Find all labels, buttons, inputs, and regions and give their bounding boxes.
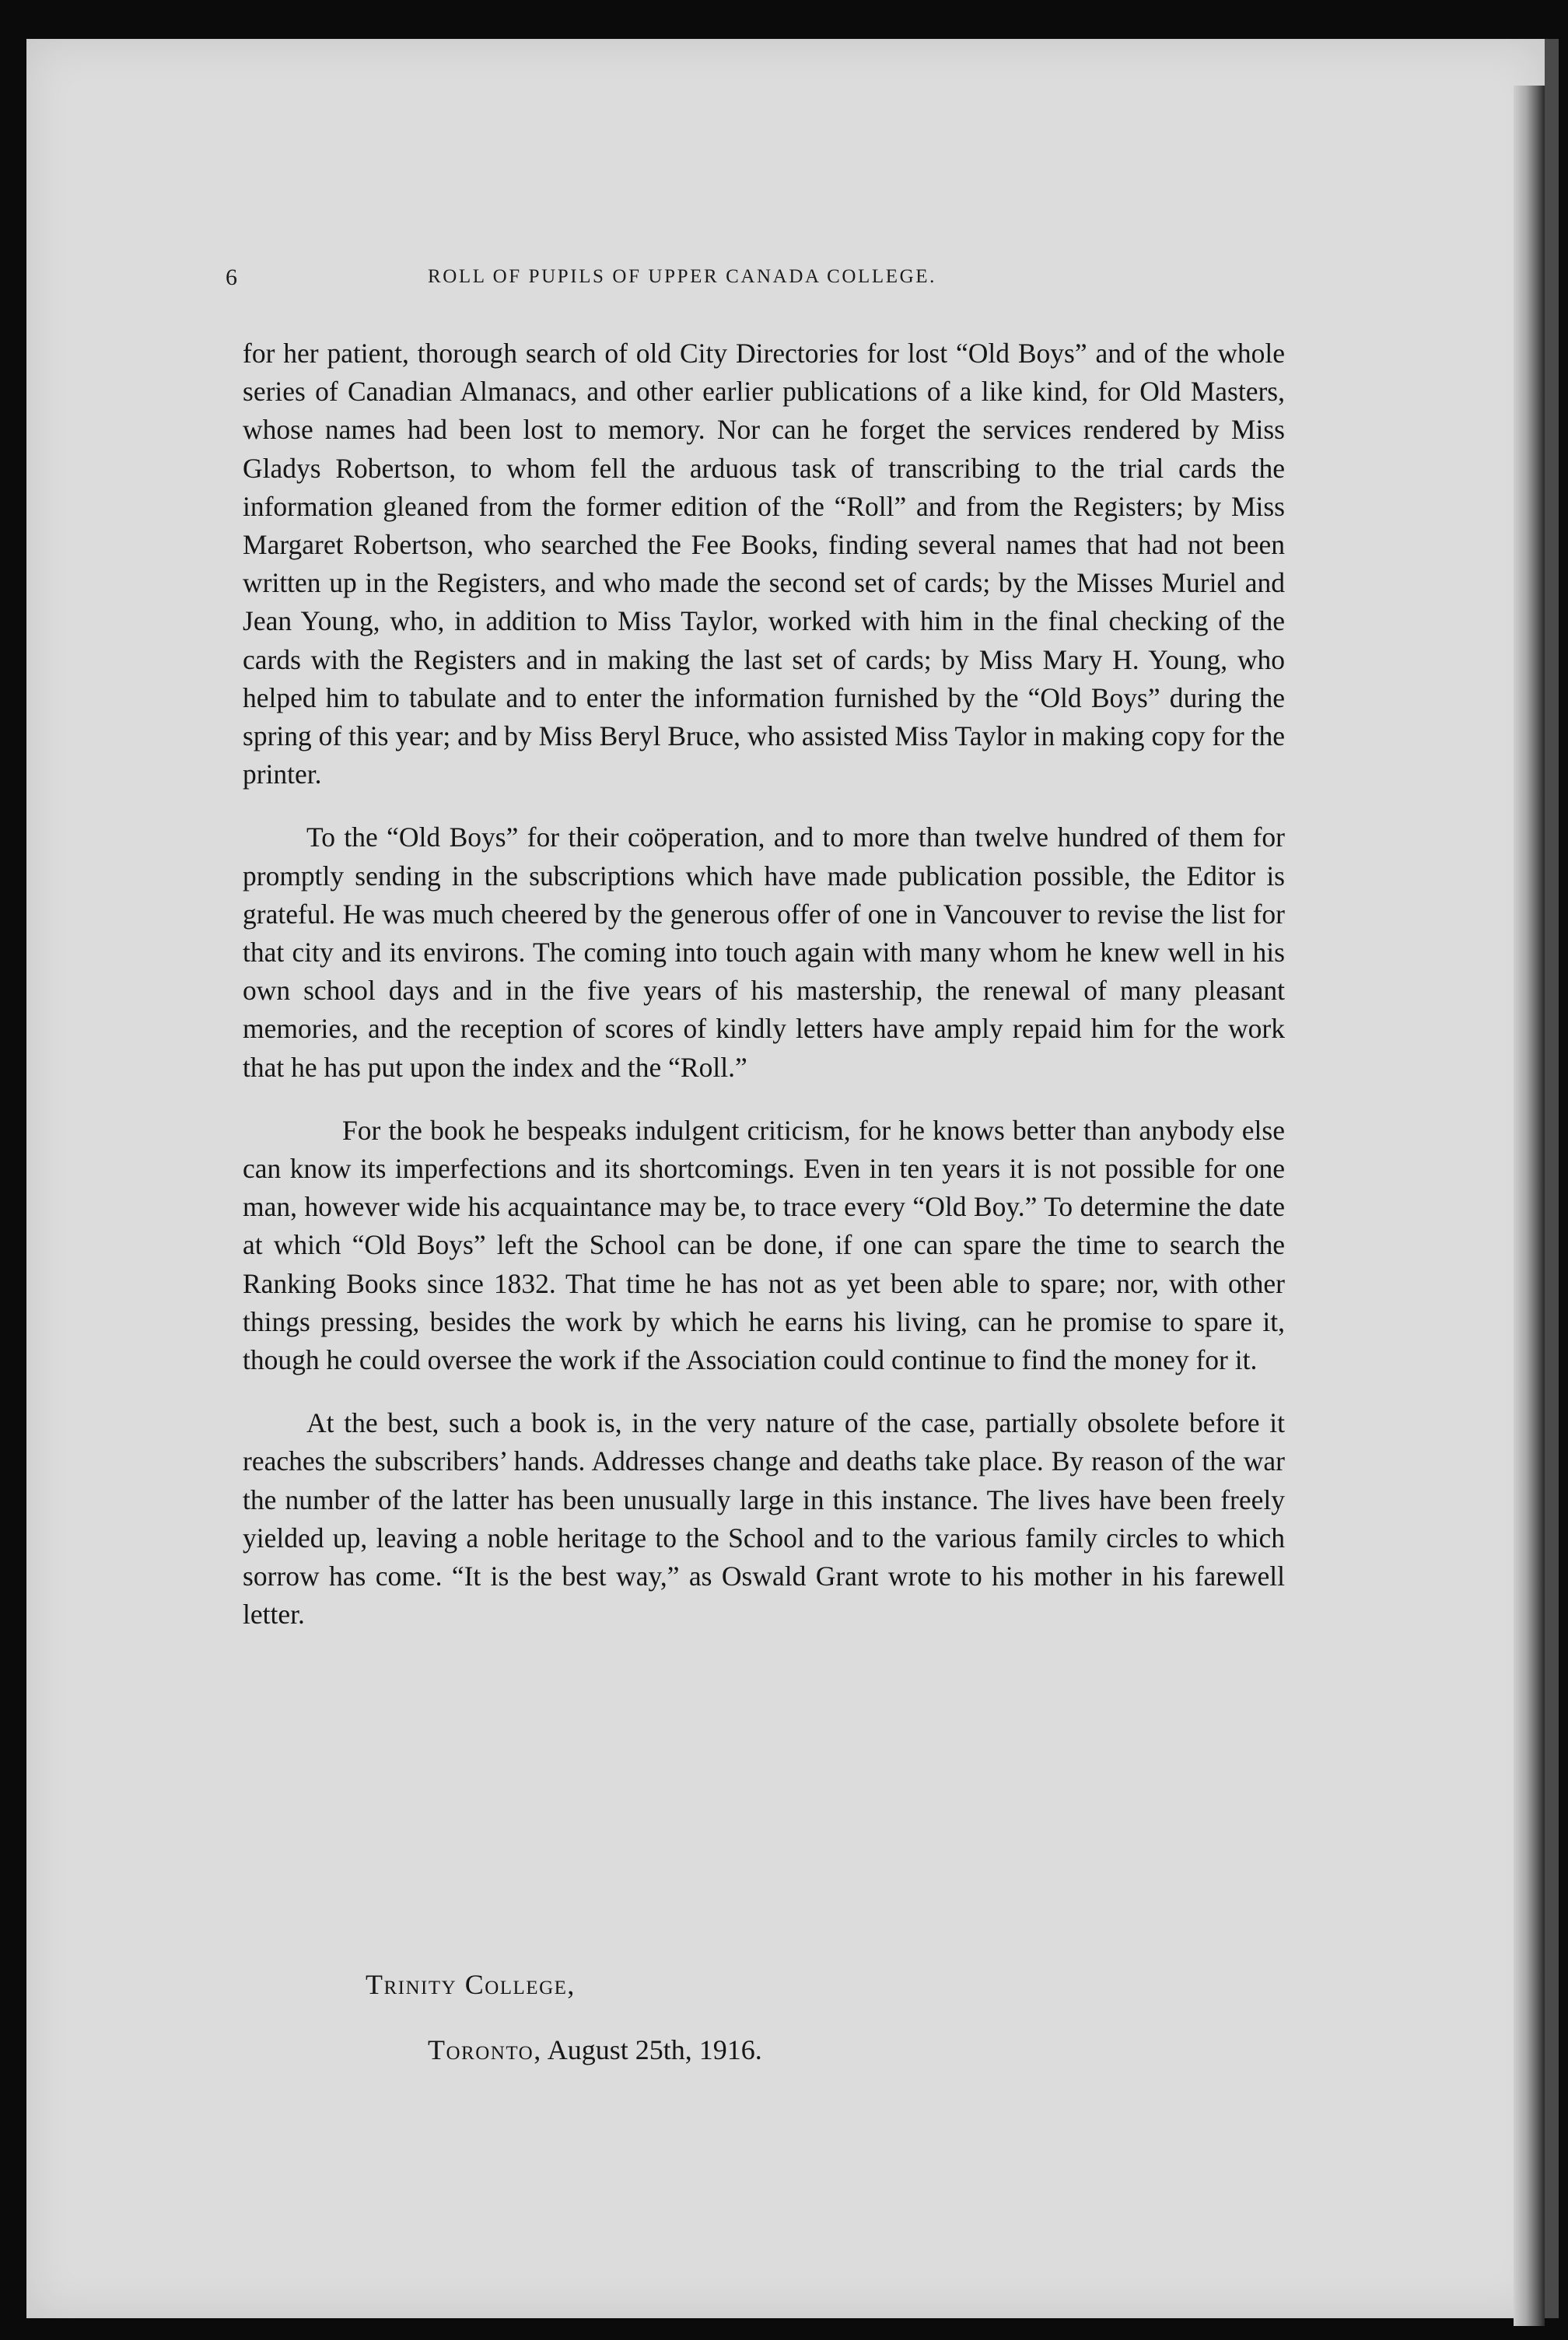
signature-college: Trinity College,	[366, 1969, 576, 2000]
body-text	[243, 335, 1285, 1659]
signature-date: August 25th, 1916.	[541, 2034, 762, 2065]
paragraph-4: At the best, such a book is, in the very nature of the case, partially obsolete before it reaches the subscribers’ hands. Addresses change and deaths take place. By reason of the war the number of the latter has been unusually large in this instance. The lives have been freely yielded up, leaving a noble heritage to the School and to the various family circles to which sorrow has come. “It is the best way,” as Oswald Grant wrote to his mother in his farewell letter.	[243, 1407, 1285, 1631]
signature-place-date	[428, 2033, 762, 2066]
page-header	[226, 264, 1136, 303]
signature-place: Toronto,	[428, 2034, 542, 2065]
running-title: ROLL OF PUPILS OF UPPER CANADA COLLEGE.	[428, 266, 937, 287]
paragraph-3: For the book he bespeaks indulgent criticism, for he knows better than anybody else can know its imperfections and its shortcomings. Even in ten years it is not possible for one man, however wide his acquaintance may be, to trace every “Old Boy.” To determine the date at which “Old Boys” left the School can be done, if one can spare the time to search the Ranking Books since 1832. That time he has not as yet been able to spare; nor, with other things pressing, besides the work by which he earns his living, can he promise to spare it, though he could oversee the work if the Association could continue to find the money for it.	[243, 1114, 1285, 1376]
page-number: 6	[226, 264, 238, 290]
page-edge	[1514, 86, 1545, 2326]
paragraph-2: To the “Old Boys” for their coöperation, and to more than twelve hundred of them for promptly sending in the subscriptions which have made publication possible, the Editor is grateful. He was much cheered by the generous offer of one in Vancouver to revise the list for that city and its environs. The coming into touch again with many whom he knew well in his own school days and in the five years of his mastership, the renewal of many pleasant memories, and the reception of scores of kindly letters have amply repaid him for the work that he has put upon the index and the “Roll.”	[243, 821, 1285, 1083]
paragraph-1: for her patient, thorough search of old City Directories for lost “Old Boys” and of the whole series of Canadian Almanacs, and other earlier publications of a like kind, for Old Masters, whose names had been lost to memory. Nor can he forget the services rendered by Miss Gladys Robertson, to whom fell the arduous task of transcribing to the trial cards the information gleaned from the former edition of the “Roll” and from the Registers; by Miss Margaret Robertson, who searched the Fee Books, finding several names that had not been written up in the Registers, and who made the second set of cards; by the Misses Muriel and Jean Young, who, in addition to Miss Taylor, worked with him in the final checking of the cards with the Registers and in making the last set of cards; by Miss Mary H. Young, who helped him to tabulate and to enter the information furnished by the “Old Boys” during the spring of this year; and by Miss Beryl Bruce, who assisted Miss Taylor in making copy for the printer.	[243, 338, 1285, 790]
